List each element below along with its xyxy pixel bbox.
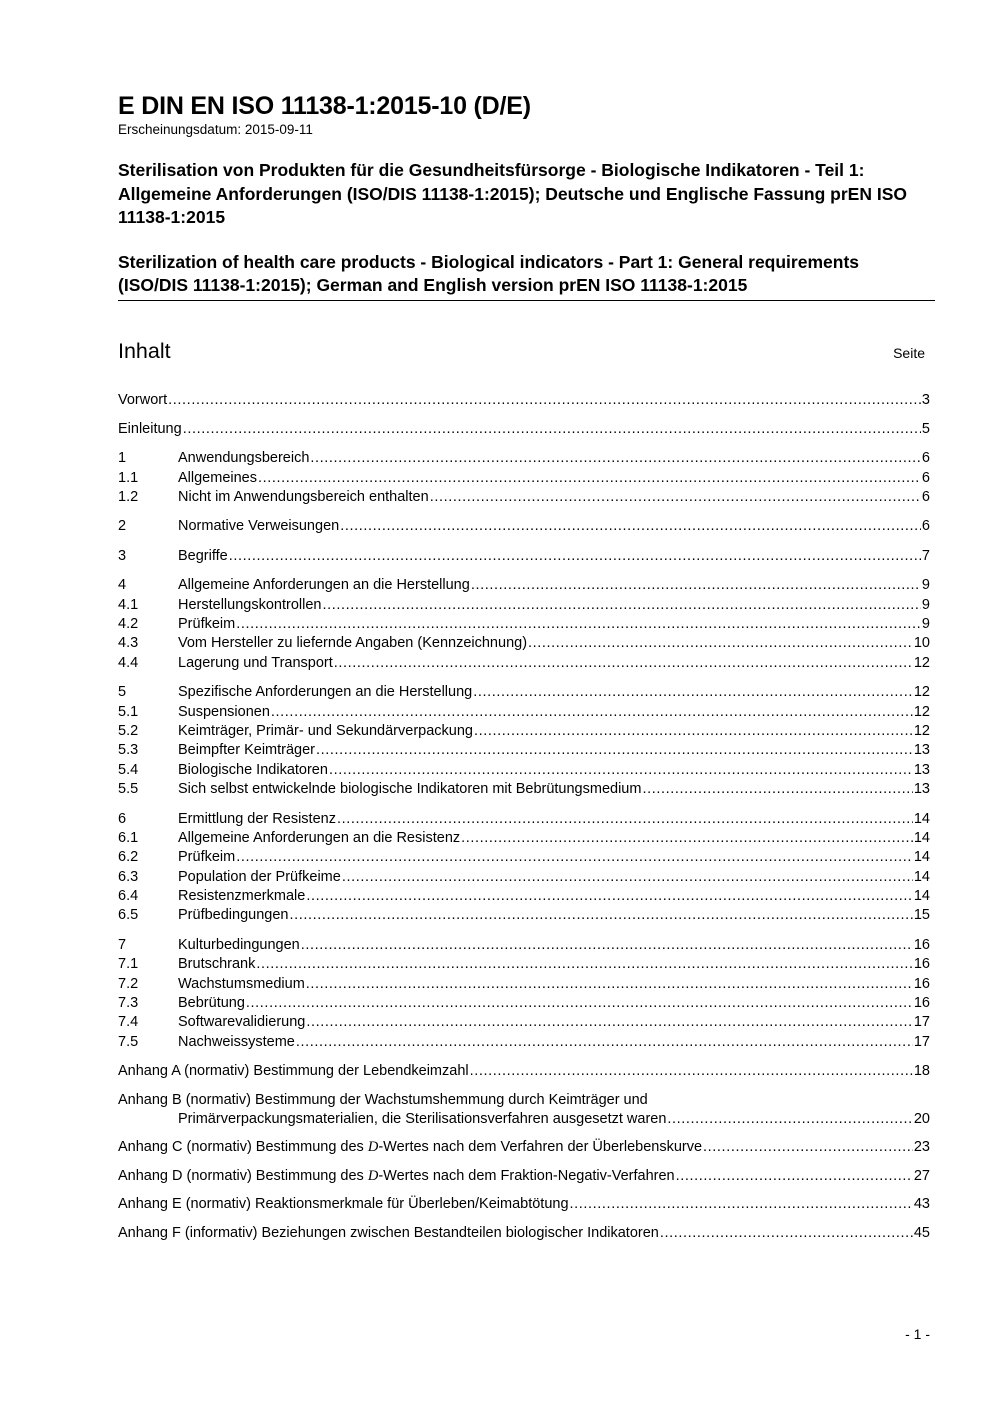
- toc-entry-page: 10: [913, 635, 930, 652]
- toc-entry-number: 7: [118, 936, 127, 953]
- toc-entry-title: Normative Verweisungen: [178, 518, 340, 535]
- toc-entry-title: Begriffe: [178, 547, 228, 564]
- toc-entry-page: 17: [913, 1014, 930, 1031]
- toc-section-group: [118, 810, 930, 926]
- toc-entry-page: 16: [913, 995, 930, 1012]
- toc-section-group: [118, 576, 930, 673]
- toc-entry-title: Herstellungskontrollen: [178, 596, 322, 613]
- toc-entry-title: Population der Prüfkeime: [178, 868, 341, 885]
- d-value-symbol: D: [367, 1139, 379, 1156]
- toc-entry[interactable]: [118, 761, 930, 780]
- toc-leader-dots: [229, 547, 921, 566]
- toc-entry-number: 7.4: [118, 1014, 139, 1031]
- toc-entry[interactable]: [118, 829, 930, 848]
- toc-leader-dots: [246, 994, 913, 1013]
- toc-entry[interactable]: [118, 975, 930, 994]
- toc-page-column-label: Seite: [893, 344, 925, 361]
- toc-entry-title: Anhang B (normativ) Bestimmung der Wachstumshemmung durch Keimträger und: [118, 1091, 648, 1108]
- toc-entry-number: 1.1: [118, 469, 139, 486]
- toc-entry[interactable]: [118, 469, 930, 488]
- toc-heading: Inhalt: [118, 338, 171, 363]
- toc-annex-a[interactable]: [118, 1062, 930, 1081]
- toc-entry-title: Resistenzmerkmale: [178, 888, 306, 905]
- toc-entry[interactable]: [118, 683, 930, 702]
- title-divider: [118, 300, 935, 301]
- toc-entry-page: 13: [913, 781, 930, 798]
- toc-leader-dots: [570, 1195, 913, 1214]
- toc-entry-page: 7: [921, 547, 930, 564]
- toc-entry-page: 23: [913, 1139, 930, 1156]
- toc-leader-dots: [236, 848, 913, 867]
- toc-entry-title: Nachweissysteme: [178, 1033, 295, 1050]
- toc-entry-title: Einleitung: [118, 420, 182, 437]
- toc-entry-page: 14: [913, 868, 930, 885]
- toc-entry-page: 9: [921, 596, 930, 613]
- toc-entry[interactable]: [118, 654, 930, 673]
- toc-entry[interactable]: [118, 848, 930, 867]
- toc-entry-number: 6: [118, 810, 127, 827]
- toc-entry-title: Anhang F (informativ) Beziehungen zwischen Bestandteilen biologischer Indikatoren: [118, 1224, 659, 1241]
- toc-entry[interactable]: [118, 868, 930, 887]
- toc-entry-title: Softwarevalidierung: [178, 1014, 306, 1031]
- toc-entry-title: Anhang C (normativ) Bestimmung des D-Wertes nach dem Verfahren der Überlebenskurve: [118, 1139, 703, 1156]
- toc-entry-title: Wachstumsmedium: [178, 975, 305, 992]
- toc-entry-page: 43: [913, 1196, 930, 1213]
- toc-entry-number: 7.5: [118, 1033, 139, 1050]
- toc-entry[interactable]: [118, 1013, 930, 1032]
- toc-entry[interactable]: [118, 449, 930, 468]
- toc-entry-title: Biologische Indikatoren: [178, 761, 328, 778]
- toc-entry-page: 5: [921, 420, 930, 437]
- toc-leader-dots: [470, 1062, 913, 1081]
- toc-entry-page: 9: [921, 577, 930, 594]
- toc-entry-title: Anhang D (normativ) Bestimmung des D-Wertes nach dem Fraktion-Negativ-Verfahren: [118, 1167, 675, 1184]
- toc-leader-dots: [473, 683, 913, 702]
- toc-leader-dots: [168, 391, 921, 410]
- toc-leader-dots: [430, 488, 921, 507]
- toc-leader-dots: [660, 1224, 913, 1243]
- toc-entry[interactable]: [118, 994, 930, 1013]
- toc-entry-page: 12: [913, 703, 930, 720]
- toc-entry-title-continued: Primärverpackungsmaterialien, die Sterilisationsverfahren ausgesetzt waren: [178, 1111, 667, 1127]
- toc-entry-title: Keimträger, Primär- und Sekundärverpackung: [178, 722, 473, 739]
- toc-entry-number: 6.1: [118, 829, 139, 846]
- toc-leader-dots: [642, 780, 912, 799]
- toc-leader-dots: [667, 1110, 912, 1129]
- toc-entry-number: 6.3: [118, 868, 139, 885]
- toc-leader-dots: [340, 517, 921, 536]
- toc-entry-page: 6: [921, 450, 930, 467]
- toc-entry-page: 13: [913, 742, 930, 759]
- toc-entry-page: 14: [913, 810, 930, 827]
- toc-entry-title: Vom Hersteller zu liefernde Angaben (Kennzeichnung): [178, 635, 528, 652]
- toc-leader-dots: [342, 868, 913, 887]
- table-of-contents: [118, 391, 930, 1243]
- toc-entry-number: 4.4: [118, 654, 139, 671]
- toc-entry-title: Allgemeines: [178, 469, 257, 486]
- toc-entry-number: 4.3: [118, 635, 139, 652]
- document-page: [118, 92, 930, 1252]
- toc-entry[interactable]: [118, 703, 930, 722]
- toc-leader-dots: [258, 469, 921, 488]
- toc-entry-title: Bebrütung: [178, 995, 245, 1012]
- toc-entry-page: 16: [913, 936, 930, 953]
- toc-leader-dots: [236, 615, 921, 634]
- toc-entry-number: 6.5: [118, 907, 139, 924]
- toc-entry-number: 4.2: [118, 616, 139, 633]
- toc-entry-page: 14: [913, 888, 930, 905]
- toc-entry-title: Prüfbedingungen: [178, 907, 289, 924]
- toc-entry-page: 16: [913, 956, 930, 973]
- toc-entry[interactable]: [118, 634, 930, 653]
- toc-entry-title: Prüfkeim: [178, 849, 236, 866]
- toc-entry[interactable]: [118, 547, 930, 566]
- toc-entry-number: 5.1: [118, 703, 139, 720]
- toc-leader-dots: [329, 761, 913, 780]
- toc-entry-page: 15: [913, 907, 930, 924]
- toc-entry-title: Brutschrank: [178, 956, 256, 973]
- toc-leader-dots: [271, 703, 913, 722]
- toc-entry-page: 18: [913, 1063, 930, 1080]
- toc-entry-page: 16: [913, 975, 930, 992]
- toc-entry-page: 9: [921, 616, 930, 633]
- toc-entry-page: 12: [913, 722, 930, 739]
- toc-leader-dots: [461, 829, 913, 848]
- toc-entry-title: Spezifische Anforderungen an die Herstellung: [178, 684, 473, 701]
- toc-entry-title: Beimpfter Keimträger: [178, 742, 315, 759]
- toc-entry[interactable]: [118, 391, 930, 410]
- toc-entry[interactable]: [118, 936, 930, 955]
- toc-entry-title: Allgemeine Anforderungen an die Herstellung: [178, 577, 470, 594]
- toc-leader-dots: [296, 1033, 913, 1052]
- toc-leader-dots: [256, 955, 912, 974]
- toc-leader-dots: [528, 634, 913, 653]
- toc-leader-dots: [306, 975, 913, 994]
- toc-entry-number: 5: [118, 684, 127, 701]
- toc-leader-dots: [322, 596, 920, 615]
- toc-entry[interactable]: [118, 906, 930, 925]
- toc-entry[interactable]: [118, 596, 930, 615]
- toc-entry-title: Kulturbedingungen: [178, 936, 300, 953]
- toc-entry-number: 7.1: [118, 956, 139, 973]
- toc-header: [118, 339, 930, 367]
- toc-entry-page: 6: [921, 518, 930, 535]
- toc-leader-dots: [334, 654, 913, 673]
- toc-entry-number: 6.4: [118, 888, 139, 905]
- toc-entry-title: Anhang A (normativ) Bestimmung der Lebendkeimzahl: [118, 1063, 469, 1080]
- toc-entry-number: 4.1: [118, 596, 139, 613]
- toc-entry[interactable]: [118, 780, 930, 799]
- toc-leader-dots: [316, 741, 913, 760]
- toc-entry[interactable]: [118, 810, 930, 829]
- toc-annex-f[interactable]: [118, 1224, 930, 1243]
- toc-entry-title: Allgemeine Anforderungen an die Resistenz: [178, 829, 461, 846]
- toc-entry[interactable]: [118, 420, 930, 439]
- toc-entry-number: 5.5: [118, 781, 139, 798]
- toc-entry[interactable]: [118, 722, 930, 741]
- page-number: - 1 -: [905, 1326, 930, 1342]
- toc-leader-dots: [306, 887, 913, 906]
- title-english: Sterilization of health care products - Biological indicators - Part 1: General requirements (ISO/DIS 11138-1:2015); German and English version prEN ISO 11138-1:2015: [118, 251, 859, 295]
- document-id: E DIN EN ISO 11138-1:2015-10 (D/E): [118, 92, 531, 120]
- toc-leader-dots: [474, 722, 913, 741]
- toc-entry-number: 5.4: [118, 761, 139, 778]
- toc-entry-number: 3: [118, 547, 127, 564]
- toc-entry-title: Anwendungsbereich: [178, 450, 310, 467]
- toc-leader-dots: [306, 1013, 913, 1032]
- toc-entry-page: 13: [913, 761, 930, 778]
- toc-entry-title: Anhang E (normativ) Reaktionsmerkmale für Überleben/Keimabtötung: [118, 1196, 569, 1213]
- toc-entry-page: 45: [913, 1224, 930, 1241]
- toc-entry-page: 20: [913, 1111, 930, 1127]
- toc-entry-number: 6.2: [118, 849, 139, 866]
- toc-leader-dots: [183, 420, 921, 439]
- toc-entry-title: Suspensionen: [178, 703, 270, 720]
- toc-leader-dots: [301, 936, 913, 955]
- toc-entry-number: 5.3: [118, 742, 139, 759]
- toc-entry[interactable]: [118, 488, 930, 507]
- toc-entry[interactable]: [118, 887, 930, 906]
- toc-annex-c[interactable]: [118, 1138, 930, 1157]
- toc-entry-page: 3: [921, 391, 930, 408]
- toc-entry-number: 7.2: [118, 975, 139, 992]
- toc-entry[interactable]: [118, 615, 930, 634]
- toc-annex-d[interactable]: [118, 1167, 930, 1186]
- toc-entry[interactable]: [118, 1033, 930, 1052]
- toc-leader-dots: [289, 906, 912, 925]
- toc-entry-title: Lagerung und Transport: [178, 654, 333, 671]
- toc-entry[interactable]: [118, 517, 930, 536]
- toc-section-group: [118, 936, 930, 1052]
- toc-leader-dots: [703, 1138, 913, 1157]
- toc-section-group: [118, 547, 930, 566]
- toc-annex-b[interactable]: [118, 1091, 930, 1130]
- toc-entry-title: Sich selbst entwickelnde biologische Indikatoren mit Bebrütungsmedium: [178, 781, 642, 798]
- toc-entry-page: 6: [921, 469, 930, 486]
- toc-entry-number: 1.2: [118, 489, 139, 506]
- toc-entry[interactable]: [118, 741, 930, 760]
- toc-entry-page: 17: [913, 1033, 930, 1050]
- toc-entry-page: 14: [913, 849, 930, 866]
- toc-entry-number: 2: [118, 518, 127, 535]
- toc-section-group: [118, 449, 930, 507]
- toc-section-group: [118, 683, 930, 799]
- toc-leader-dots: [676, 1167, 913, 1186]
- toc-entry-page: 6: [921, 489, 930, 506]
- toc-entry-page: 27: [913, 1167, 930, 1184]
- toc-entry-page: 12: [913, 684, 930, 701]
- toc-entry-page: 12: [913, 654, 930, 671]
- publication-date: Erscheinungsdatum: 2015-09-11: [118, 122, 313, 137]
- toc-entry-page: 14: [913, 829, 930, 846]
- d-value-symbol: D: [367, 1167, 379, 1184]
- toc-annex-e[interactable]: [118, 1195, 930, 1214]
- toc-entry-number: 7.3: [118, 995, 139, 1012]
- toc-section-group: [118, 517, 930, 536]
- toc-leader-dots: [471, 576, 921, 595]
- toc-leader-dots: [337, 810, 913, 829]
- toc-entry[interactable]: [118, 576, 930, 595]
- toc-entry-number: 1: [118, 450, 127, 467]
- toc-entry-number: 5.2: [118, 722, 139, 739]
- toc-entry-title: Prüfkeim: [178, 616, 236, 633]
- toc-entry-title: Nicht im Anwendungsbereich enthalten: [178, 489, 429, 506]
- toc-entry-title: Ermittlung der Resistenz: [178, 810, 336, 827]
- title-german: Sterilisation von Produkten für die Gesundheitsfürsorge - Biologische Indikatoren - Teil 1: Allgemeine Anforderungen (ISO/DIS 11138-1:2015); Deutsche und Englische Fassung prEN ISO 11138-1:2015: [118, 160, 907, 227]
- toc-entry[interactable]: [118, 955, 930, 974]
- toc-entry-title: Vorwort: [118, 391, 168, 408]
- toc-entry-number: 4: [118, 577, 127, 594]
- toc-leader-dots: [310, 449, 921, 468]
